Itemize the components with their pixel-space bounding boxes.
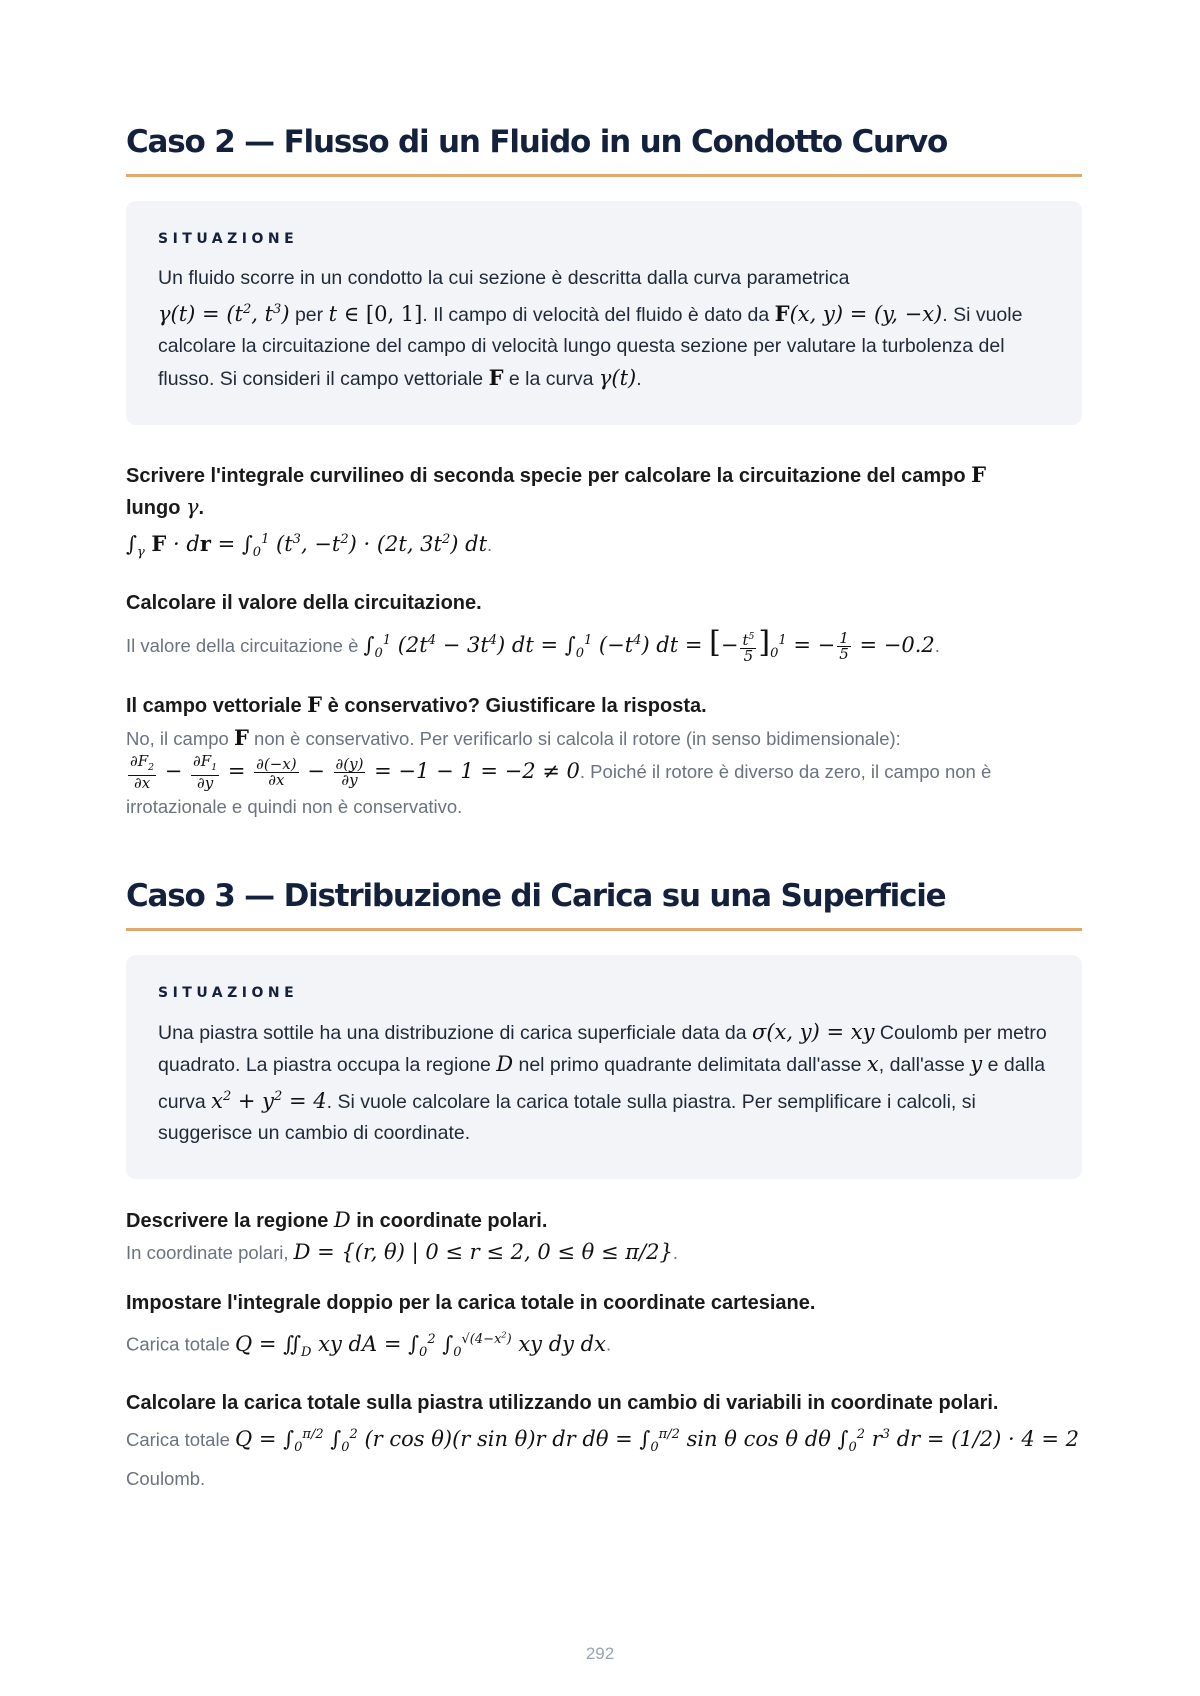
page-content — [126, 0, 1082, 1494]
case-2-title: Caso 2 — Flusso di un Fluido in un Condotto Curvo — [126, 124, 1082, 177]
case-3-title: Caso 3 — Distribuzione di Carica su una Superficie — [126, 878, 1082, 931]
question-text: Calcolare la carica totale sulla piastra utilizzando un cambio di variabili in coordinate polari. — [126, 1391, 999, 1414]
sit-text-part: per — [289, 304, 329, 326]
answer-text: Carica totale $Q = \int_0^{\pi/2}$ $\int_0^2$ (r cos θ)(r sin θ)r dr $d\theta = \int_0^{\pi/2}$ sin θ cos θ dθ $\int_0^2$ $r^3$ dr = (1/2) · 4 = 2 Coulomb. — [126, 1426, 1080, 1490]
sit-text-part: . — [636, 368, 642, 390]
math-interval: t ∈ [0, 1] — [328, 302, 423, 326]
sit-text-part: . Il campo di velocità del fluido è dato da — [422, 304, 775, 326]
math-curve: $\gamma(t) = (t^2$, $t^3$) — [158, 302, 290, 326]
case-3-question-3 — [126, 1388, 1082, 1494]
question-text: Calcolare il valore della circuitazione. — [126, 592, 482, 615]
question-text: Descrivere la regione D in coordinate polari. — [126, 1208, 548, 1233]
case-2-question-1 — [126, 459, 1082, 568]
situation-label: SITUAZIONE — [158, 985, 299, 1002]
sit-text-part: Un fluido scorre in un condotto la cui sezione è descritta dalla curva parametrica — [158, 267, 850, 289]
answer-text: In coordinate polari, D = {(r, θ) | 0 ≤ r ≤ 2, 0 ≤ θ ≤ π/2}. — [126, 1240, 678, 1265]
situation-label: SITUAZIONE — [158, 231, 299, 247]
case-3-question-2 — [126, 1288, 1082, 1368]
answer-text: Carica totale $Q = ∬_D$ xy dA = $\int_0^2$ $\int_0^{√(4-x^2)}$ xy dy dx. — [126, 1330, 612, 1360]
case-3-situation-box — [126, 955, 1082, 1179]
case-2-situation-text — [158, 263, 1050, 395]
case-3-question-1 — [126, 1205, 1082, 1268]
math-field: F(x, y) = (y, −x) — [774, 301, 943, 326]
answer-text: $\int_\gamma$ F · dr = $\int_0^1$ ($t^3$, $-t^2) \cdot (2t$, $3t^2$) dt. — [126, 531, 493, 561]
sit-text-part: . Si vuole calcolare la circuitazione del campo di velocità lungo questa sezione per valutare la turbolenza del flusso. Si consideri il campo vettoriale — [158, 304, 1023, 390]
question-text: Scrivere l'integrale curvilineo di seconda specie per calcolare la circuitazione del campo F lungo γ. — [126, 462, 987, 519]
math-gamma: γ(t) — [598, 366, 637, 390]
question-text: Impostare l'integrale doppio per la carica totale in coordinate cartesiane. — [126, 1292, 816, 1315]
sit-text-part: e la curva — [503, 368, 599, 390]
case-2-question-3 — [126, 689, 1082, 822]
answer-text: Il valore della circuitazione è $\int_0^1$ $(2t^4 - 3t^4)$ dt = $\int_0^1$ $(-t^4)$ dt = [− $\frac{t^5}{5}$ ]$_0^1$ = − $\frac{1}{5}$ = −0.2. — [126, 625, 940, 666]
case-3-situation-text: Una piastra sottile ha una distribuzione di carica superficiale data da σ(x, y) = xy Coulomb per metro quadrato. La piastra occupa la regione D nel primo quadrante delimitata dall'asse x, dall'asse y e dalla curva $x^2 + y^2 = 4$. Si vuole calcolare la carica totale sulla piastra. Per semplificare i calcoli, si suggerisce un cambio di coordinate. — [158, 1020, 1047, 1145]
answer-text: No, il campo F non è conservativo. Per verificarlo si calcola il rotore (in senso bidimensionale): $\frac{\partial F_2}{\partial x}$ − $\frac{\partial F_1}{\partial y}$ = $\frac{\partial(-x)}{\partial x}$ − $\frac{\partial(y)}{\partial y}$ = −1 − 1 = −2 ≠ 0. Poiché il rotore è diverso da zero, il campo non è irrotazionale e quindi non è conservativo. — [126, 725, 992, 818]
math-F: F — [488, 365, 504, 390]
case-2-question-2 — [126, 588, 1082, 669]
question-text: Il campo vettoriale F è conservativo? Giustificare la risposta. — [126, 692, 707, 718]
case-2-situation-box — [126, 201, 1082, 425]
page-number: 292 — [585, 1644, 615, 1663]
